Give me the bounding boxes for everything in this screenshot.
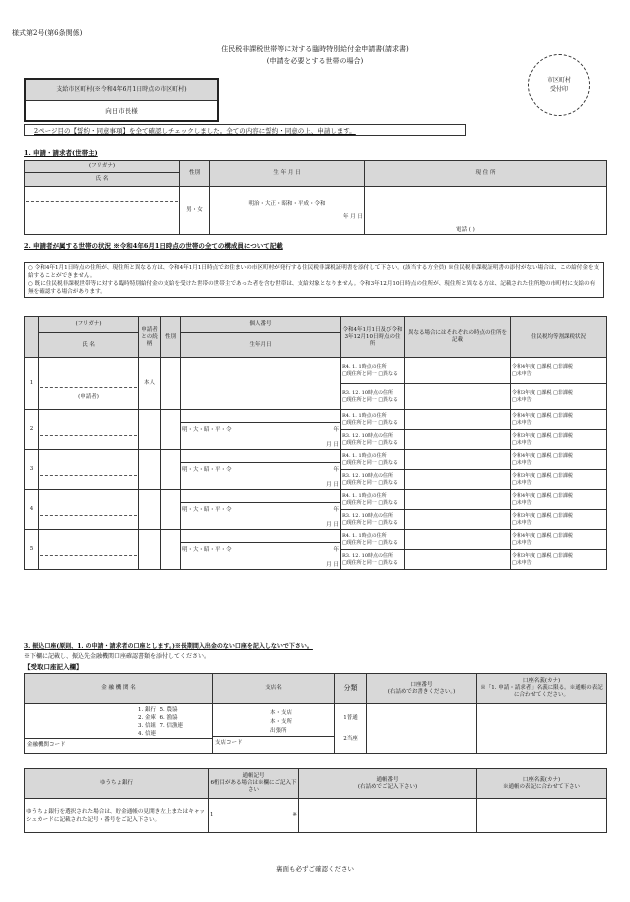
r3-label: R3. 12. 10時点の住所 (342, 389, 394, 396)
page-subtitle: (申請を必要とする世帯の場合) (266, 57, 364, 65)
tax-r4-unfiled[interactable]: □未申告 (512, 499, 532, 506)
tax-r4-unfiled[interactable]: □未申告 (512, 459, 532, 466)
table-row (25, 490, 607, 510)
yucho-note: ゆうちょ銀行を選択された場合は、貯金通帳の見開き左上またはキャッシュカードに記載された記号・番号をご記入下さい。 (25, 799, 209, 833)
section3-title: 3. 振込口座(原則、1. の申請・請求者の口座とします。)※長期間入出金のない口座を記入しないで下さい。 (24, 643, 313, 650)
hh-tax-header: 住民税均等割課税状況 (511, 317, 607, 358)
yucho-table (24, 768, 607, 833)
tax-r3-label: 令和3年度 (512, 432, 536, 439)
birth-field[interactable] (181, 450, 341, 490)
tax-r4-unfiled[interactable]: □未申告 (512, 419, 532, 426)
r4-check[interactable]: □現住所と同一 □異なる (342, 459, 399, 466)
month-day-label: 月 日 (326, 482, 339, 488)
relation-field[interactable] (139, 530, 161, 570)
r3-check[interactable]: □現住所と同一 □異なる (342, 519, 399, 526)
month-day-label: 月 日 (326, 562, 339, 568)
relation-field[interactable] (139, 410, 161, 450)
bank-type-2[interactable]: 2. 金庫 (138, 715, 156, 721)
era-options: 明・大・昭・平・令 (182, 547, 232, 553)
acct-no-label: 口座番号 (410, 681, 433, 688)
r4-diff-address[interactable] (405, 490, 511, 510)
household-table (24, 316, 607, 570)
yucho-holder-label: 口座名義(カナ) (522, 776, 561, 783)
furigana-header: (フリガナ) (25, 161, 180, 173)
note1: ○ 令和4年1月1日時点の住所が、現住所と異なる方は、令和4年1月1日時点でお住まいの市区町村が発行する住民税非課税証明書を添付して下さい。(該当する方全員) ※住民税非課税証明書の添付がない場合は、この給付金を支給することができません。 (28, 265, 600, 279)
municipality-name: 向日市長様 (105, 107, 138, 115)
tax-r3-label: 令和3年度 (512, 472, 536, 479)
stamp-line2: 受付印 (549, 86, 568, 93)
gender-field[interactable] (161, 450, 181, 490)
consent-statement: 2ページ目の【誓約・同意事項】を全て確認しチェックしました。全ての内容に誓約・同意の上、申請します。 (34, 127, 356, 135)
reception-stamp (528, 54, 590, 116)
passbook-code-start: 1 (210, 812, 214, 818)
hh-diff-addr-header: 異なる場合にはそれぞれの時点の住所を記載 (405, 317, 511, 358)
r4-diff-address[interactable] (405, 450, 511, 470)
era-options: 明・大・昭・平・令 (182, 507, 232, 513)
row-number: 1 (25, 358, 39, 410)
month-day-label: 月 日 (326, 522, 339, 528)
row-number: 4 (25, 490, 39, 530)
tax-r4-opts[interactable]: □課税 □非課税 (536, 412, 573, 419)
acct-no-field[interactable] (367, 704, 477, 754)
birth-field[interactable] (210, 187, 365, 235)
gender-field[interactable] (161, 358, 181, 410)
birth-field[interactable] (181, 530, 341, 570)
holder-note: ※「1. 申請・請求者」名義に限る。※通帳の表記に合わせてください。 (480, 685, 603, 698)
relation-field[interactable] (139, 450, 161, 490)
address-field[interactable] (365, 187, 607, 235)
tax-r4-opts[interactable]: □課税 □非課税 (536, 492, 573, 499)
bank-name-header: 金 融 機 関 名 (25, 674, 213, 704)
passbook-code-field[interactable] (209, 799, 299, 833)
branch-code-label: 支店コード (213, 736, 334, 749)
yucho-holder-note: ※通帳の表記に合わせて下さい (502, 783, 580, 790)
table-row (25, 358, 607, 384)
acct-type-header: 分類 (335, 674, 367, 704)
table-row (25, 530, 607, 550)
tax-r3-label: 令和3年度 (512, 512, 536, 519)
name-header: 氏 名 (25, 173, 180, 187)
tax-r4-label: 令和4年度 (512, 492, 536, 499)
tax-r3-opts[interactable]: □課税 □非課税 (536, 472, 573, 479)
table-row (25, 410, 607, 430)
bank-table (24, 673, 607, 754)
r3-check[interactable]: □現住所と同一 □異なる (342, 559, 399, 566)
row-number: 2 (25, 410, 39, 450)
row-number: 3 (25, 450, 39, 490)
gender-field[interactable] (161, 490, 181, 530)
section2-title: 2. 申請者が属する世帯の状況 ※令和4年6月1日時点の世帯の全ての構成員について記載 (24, 242, 283, 250)
applicant-table (24, 160, 607, 235)
applicant-name-field[interactable] (25, 187, 180, 235)
yucho-header: ゆうちょ銀行 (25, 769, 209, 799)
era-options: 明治・大正・昭和・平成・令和 (248, 200, 326, 207)
tax-r4-opts[interactable]: □課税 □非課税 (536, 532, 573, 539)
r4-label: R4. 1. 1時点の住所 (342, 452, 387, 459)
r4-label: R4. 1. 1時点の住所 (342, 492, 387, 499)
branch-type-1[interactable]: 本・支店 (270, 709, 293, 716)
r4-check[interactable]: □現住所と同一 □異なる (342, 539, 399, 546)
tax-r3-unfiled[interactable]: □未申告 (512, 559, 532, 566)
passbook-code-asterisk: ※ (292, 812, 297, 818)
stamp-line1: 市区町村 (546, 77, 571, 84)
ymd-label: 年 月 日 (343, 213, 363, 220)
tax-r4-label: 令和4年度 (512, 452, 536, 459)
passbook-code-header (209, 769, 299, 799)
acct-no-header (367, 674, 477, 704)
tax-r4-label: 令和4年度 (512, 412, 536, 419)
indiv-no-field[interactable] (181, 358, 341, 410)
r4-diff-address[interactable] (405, 530, 511, 550)
year-label: 年 (333, 427, 339, 433)
r4-label: R4. 1. 1時点の住所 (342, 363, 387, 370)
r3-check[interactable]: □現住所と同一 □異なる (342, 479, 399, 486)
gender-options[interactable]: 男・女 (180, 187, 210, 235)
section3-note: ※下欄に記載し、振込先金融機関口座確認書類を添付してください。 (24, 653, 211, 660)
year-label: 年 (333, 467, 339, 473)
r4-check[interactable]: □現住所と同一 □異なる (342, 499, 399, 506)
bank-type-3[interactable]: 3. 信組 (138, 723, 156, 729)
gender-field[interactable] (161, 530, 181, 570)
r3-diff-address[interactable] (405, 430, 511, 450)
birth-field[interactable] (181, 490, 341, 530)
form-code: 様式第2号(第6条関係) (12, 29, 83, 37)
r3-diff-address[interactable] (405, 384, 511, 410)
r3-label: R3. 12. 10時点の住所 (342, 432, 394, 439)
branch-type-3[interactable]: 出張所 (270, 727, 287, 734)
member-name-field[interactable] (39, 410, 139, 450)
r3-diff-address[interactable] (405, 510, 511, 530)
note2: ○ 既に住民税非課税世帯等に対する臨時特別給付金の支給を受けた世帯の世帯主であった者を含む世帯は、支給対象となりません。令和3年12月10日時点の住所が、現住所と異なる方は、記載された住所地の市町村に支給の有無を確認する場合があります。 (28, 281, 596, 295)
r4-label: R4. 1. 1時点の住所 (342, 532, 387, 539)
tax-r3-unfiled[interactable]: □未申告 (512, 439, 532, 446)
section1-title: 1. 申請・請求者(世帯主) (24, 149, 98, 157)
holder-label: 口座名義(カナ) (522, 678, 561, 684)
r4-check[interactable]: □現住所と同一 □異なる (342, 370, 399, 377)
holder-field[interactable] (477, 704, 607, 754)
passbook-no-sub: (右詰めでご記入下さい) (357, 783, 418, 790)
era-options: 明・大・昭・平・令 (182, 427, 232, 433)
applicant-label: (申請者) (78, 394, 99, 400)
bank-code-label: 金融機関コード (25, 738, 212, 751)
tax-r3-opts[interactable]: □課税 □非課税 (536, 432, 573, 439)
acct-type-1[interactable]: 1普通 (343, 714, 358, 721)
acct-no-sub: (右詰めでお書きください。) (387, 688, 456, 695)
branch-name-field[interactable] (213, 704, 335, 754)
r3-label: R3. 12. 10時点の住所 (342, 472, 394, 479)
tax-r3-opts[interactable]: □課税 □非課税 (536, 389, 573, 396)
r3-check[interactable]: □現住所と同一 □異なる (342, 396, 399, 403)
relation-field[interactable] (139, 490, 161, 530)
hh-indiv-no-header: 個人番号 (181, 317, 341, 333)
tax-r3-opts[interactable]: □課税 □非課税 (536, 552, 573, 559)
branch-name-header: 支店名 (213, 674, 335, 704)
holder-header (477, 674, 607, 704)
passbook-no-label: 通帳番号 (376, 776, 399, 783)
tax-r4-label: 令和4年度 (512, 363, 536, 370)
member-name-field[interactable] (39, 490, 139, 530)
hh-name-header: 氏 名 (39, 333, 139, 358)
hh-addr-date-header: 令和4年1月1日及び令和3年12月10日時点の住所 (341, 317, 405, 358)
yucho-holder-header (477, 769, 607, 799)
gender-header: 性別 (180, 161, 210, 187)
municipality-header: 支給市区町村(※令和4年6月1日時点の市区町村) (26, 80, 217, 101)
r3-check[interactable]: □現住所と同一 □異なる (342, 439, 399, 446)
bank-type-6[interactable]: 6. 漁協 (159, 715, 178, 721)
r3-label: R3. 12. 10時点の住所 (342, 552, 394, 559)
branch-type-2[interactable]: 本・支所 (270, 718, 293, 725)
r3-label: R3. 12. 10時点の住所 (342, 512, 394, 519)
year-label: 年 (333, 547, 339, 553)
r4-diff-address[interactable] (405, 410, 511, 430)
account-box-label: 【受取口座記入欄】 (24, 663, 83, 671)
acct-type-2[interactable]: 2当座 (343, 735, 358, 742)
tax-r3-label: 令和3年度 (512, 389, 536, 396)
era-options: 明・大・昭・平・令 (182, 467, 232, 473)
self-label: 本人 (139, 358, 161, 410)
hh-relation-header: 申請者との続柄 (139, 317, 161, 358)
passbook-no-header (299, 769, 477, 799)
r4-diff-address[interactable] (405, 358, 511, 384)
hh-gender-header: 性別 (161, 317, 181, 358)
bank-type-7[interactable]: 7. 信漁連 (159, 723, 183, 729)
hh-furigana-header: (フリガナ) (39, 317, 139, 333)
passbook-code-label: 通帳記号 (242, 773, 265, 779)
bank-type-1[interactable]: 1. 銀行 (138, 707, 156, 713)
hh-birth-header: 生年月日 (181, 333, 341, 358)
tax-r3-unfiled[interactable]: □未申告 (512, 396, 532, 403)
member-name-field[interactable] (39, 530, 139, 570)
passbook-code-note: 6桁目がある場合は※欄にご記入下さい (210, 780, 297, 793)
member-name-field[interactable] (39, 450, 139, 490)
r3-diff-address[interactable] (405, 550, 511, 570)
yucho-holder-field[interactable] (477, 799, 607, 833)
tax-r3-opts[interactable]: □課税 □非課税 (536, 512, 573, 519)
birth-field[interactable] (181, 410, 341, 450)
municipality-box (24, 78, 219, 122)
tax-r4-opts[interactable]: □課税 □非課税 (536, 363, 573, 370)
r3-diff-address[interactable] (405, 470, 511, 490)
bank-type-4[interactable]: 4. 信連 (138, 731, 156, 737)
footer-note: 裏面も必ずご確認ください (276, 865, 354, 873)
address-header: 現 住 所 (365, 161, 607, 187)
r4-check[interactable]: □現住所と同一 □異なる (342, 419, 399, 426)
table-row (25, 450, 607, 470)
tax-r3-label: 令和3年度 (512, 552, 536, 559)
birth-header: 生 年 月 日 (210, 161, 365, 187)
acct-type-field[interactable] (335, 704, 367, 754)
bank-name-field[interactable] (25, 704, 213, 754)
tax-r3-unfiled[interactable]: □未申告 (512, 519, 532, 526)
tax-r4-unfiled[interactable]: □未申告 (512, 539, 532, 546)
page-title: 住民税非課税世帯等に対する臨時特別給付金申請書(請求書) (221, 45, 409, 53)
tax-r4-opts[interactable]: □課税 □非課税 (536, 452, 573, 459)
tax-r4-label: 令和4年度 (512, 532, 536, 539)
phone-label: 電話 ( ) (456, 227, 475, 233)
member-name-field[interactable] (39, 358, 139, 410)
passbook-no-field[interactable] (299, 799, 477, 833)
r4-label: R4. 1. 1時点の住所 (342, 412, 387, 419)
row-number: 5 (25, 530, 39, 570)
tax-r3-unfiled[interactable]: □未申告 (512, 479, 532, 486)
month-day-label: 月 日 (326, 442, 339, 448)
tax-r4-unfiled[interactable]: □未申告 (512, 370, 532, 377)
bank-type-5[interactable]: 5. 農協 (159, 707, 178, 713)
year-label: 年 (333, 507, 339, 513)
section2-notes (24, 262, 604, 298)
gender-field[interactable] (161, 410, 181, 450)
